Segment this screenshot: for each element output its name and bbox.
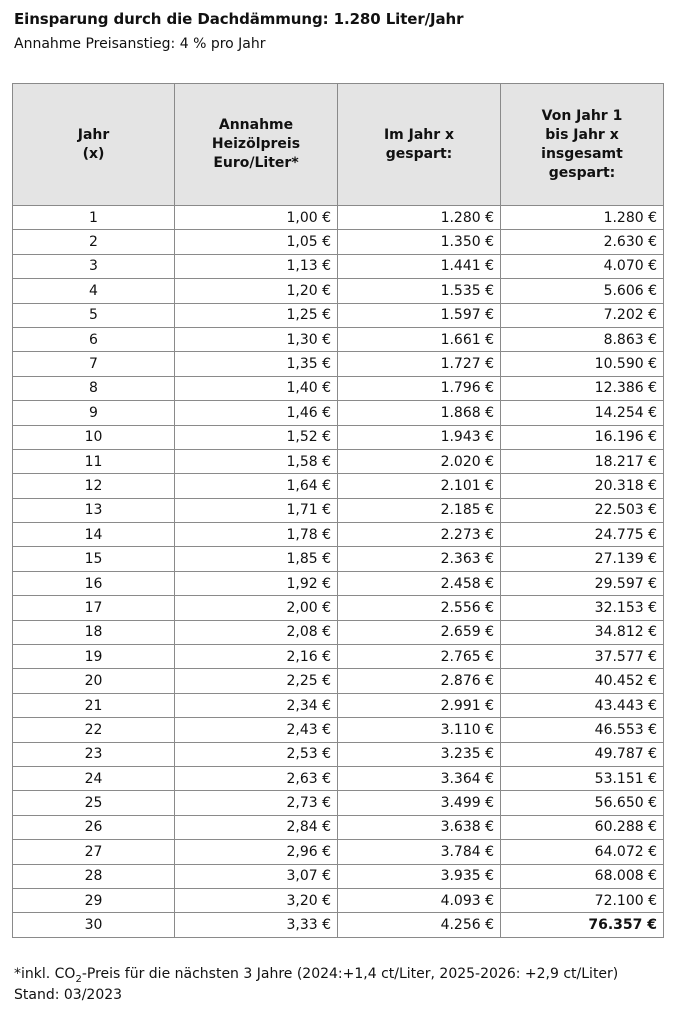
cell-jahr: 27 <box>13 840 175 864</box>
cell-jahr: 5 <box>13 303 175 327</box>
cell-insgesamt-gespart: 4.070 € <box>501 254 664 278</box>
cell-insgesamt-gespart: 53.151 € <box>501 766 664 790</box>
table-row <box>13 352 664 376</box>
header-line: (x) <box>82 145 105 162</box>
table-row <box>13 230 664 254</box>
cell-jahr: 11 <box>13 449 175 473</box>
footnote-suffix: -Preis für die nächsten 3 Jahre (2024:+1,4 ct/Liter, 2025-2026: +2,9 ct/Liter) <box>81 966 619 982</box>
table-row <box>13 206 664 230</box>
table-row <box>13 888 664 912</box>
cell-insgesamt-gespart: 29.597 € <box>501 571 664 595</box>
cell-heizoelpreis: 1,85 € <box>175 547 338 571</box>
cell-insgesamt-gespart: 22.503 € <box>501 498 664 522</box>
cell-im-jahr-gespart: 3.110 € <box>338 718 501 742</box>
cell-jahr: 30 <box>13 913 175 937</box>
cell-insgesamt-gespart: 43.443 € <box>501 693 664 717</box>
cell-im-jahr-gespart: 2.556 € <box>338 596 501 620</box>
cell-im-jahr-gespart: 2.363 € <box>338 547 501 571</box>
table-row <box>13 693 664 717</box>
cell-heizoelpreis: 1,71 € <box>175 498 338 522</box>
cell-jahr: 1 <box>13 206 175 230</box>
cell-insgesamt-gespart: 32.153 € <box>501 596 664 620</box>
table-row <box>13 815 664 839</box>
cell-im-jahr-gespart: 3.935 € <box>338 864 501 888</box>
table-row <box>13 376 664 400</box>
header-insgesamt-gespart <box>501 84 664 206</box>
cell-heizoelpreis: 2,73 € <box>175 791 338 815</box>
footnote-subscript: 2 <box>75 973 82 985</box>
cell-jahr: 26 <box>13 815 175 839</box>
cell-im-jahr-gespart: 3.235 € <box>338 742 501 766</box>
cell-jahr: 23 <box>13 742 175 766</box>
cell-im-jahr-gespart: 1.441 € <box>338 254 501 278</box>
page-subtitle: Annahme Preisanstieg: 4 % pro Jahr <box>14 36 266 52</box>
cell-heizoelpreis: 1,40 € <box>175 376 338 400</box>
cell-jahr: 22 <box>13 718 175 742</box>
cell-heizoelpreis: 2,16 € <box>175 645 338 669</box>
table-row <box>13 791 664 815</box>
table-row <box>13 718 664 742</box>
cell-jahr: 6 <box>13 327 175 351</box>
cell-insgesamt-gespart: 76.357 € <box>501 913 664 937</box>
cell-heizoelpreis: 1,46 € <box>175 401 338 425</box>
cell-insgesamt-gespart: 7.202 € <box>501 303 664 327</box>
cell-heizoelpreis: 1,13 € <box>175 254 338 278</box>
cell-jahr: 25 <box>13 791 175 815</box>
cell-jahr: 24 <box>13 766 175 790</box>
cell-im-jahr-gespart: 1.535 € <box>338 279 501 303</box>
cell-heizoelpreis: 1,92 € <box>175 571 338 595</box>
table-row <box>13 840 664 864</box>
cell-jahr: 4 <box>13 279 175 303</box>
cell-jahr: 18 <box>13 620 175 644</box>
cell-insgesamt-gespart: 10.590 € <box>501 352 664 376</box>
table-row <box>13 449 664 473</box>
header-line: Von Jahr 1 <box>541 107 623 124</box>
cell-jahr: 29 <box>13 888 175 912</box>
cell-heizoelpreis: 1,05 € <box>175 230 338 254</box>
cell-im-jahr-gespart: 1.796 € <box>338 376 501 400</box>
cell-jahr: 7 <box>13 352 175 376</box>
cell-im-jahr-gespart: 3.638 € <box>338 815 501 839</box>
cell-heizoelpreis: 1,20 € <box>175 279 338 303</box>
table-row <box>13 523 664 547</box>
cell-jahr: 28 <box>13 864 175 888</box>
cell-insgesamt-gespart: 37.577 € <box>501 645 664 669</box>
cell-im-jahr-gespart: 3.364 € <box>338 766 501 790</box>
cell-im-jahr-gespart: 2.101 € <box>338 474 501 498</box>
cell-im-jahr-gespart: 1.943 € <box>338 425 501 449</box>
cell-insgesamt-gespart: 8.863 € <box>501 327 664 351</box>
table-row <box>13 327 664 351</box>
header-line: Jahr <box>77 126 110 143</box>
cell-insgesamt-gespart: 68.008 € <box>501 864 664 888</box>
cell-jahr: 19 <box>13 645 175 669</box>
header-row <box>13 84 664 206</box>
cell-im-jahr-gespart: 2.273 € <box>338 523 501 547</box>
table-row <box>13 498 664 522</box>
cell-jahr: 12 <box>13 474 175 498</box>
cell-jahr: 16 <box>13 571 175 595</box>
table-row <box>13 620 664 644</box>
cell-im-jahr-gespart: 2.020 € <box>338 449 501 473</box>
header-line: Heizölpreis <box>211 136 301 152</box>
cell-im-jahr-gespart: 3.499 € <box>338 791 501 815</box>
table-row <box>13 254 664 278</box>
cell-jahr: 14 <box>13 523 175 547</box>
cell-heizoelpreis: 2,25 € <box>175 669 338 693</box>
cell-insgesamt-gespart: 64.072 € <box>501 840 664 864</box>
table-body <box>13 206 664 938</box>
cell-im-jahr-gespart: 2.185 € <box>338 498 501 522</box>
cell-heizoelpreis: 1,64 € <box>175 474 338 498</box>
cell-jahr: 10 <box>13 425 175 449</box>
table-row <box>13 913 664 937</box>
table-row <box>13 669 664 693</box>
cell-im-jahr-gespart: 2.876 € <box>338 669 501 693</box>
cell-im-jahr-gespart: 3.784 € <box>338 840 501 864</box>
header-im-jahr-gespart <box>338 84 501 206</box>
cell-jahr: 9 <box>13 401 175 425</box>
cell-im-jahr-gespart: 1.868 € <box>338 401 501 425</box>
cell-insgesamt-gespart: 49.787 € <box>501 742 664 766</box>
cell-insgesamt-gespart: 18.217 € <box>501 449 664 473</box>
cell-heizoelpreis: 1,00 € <box>175 206 338 230</box>
cell-insgesamt-gespart: 46.553 € <box>501 718 664 742</box>
table-row <box>13 596 664 620</box>
table-row <box>13 742 664 766</box>
cell-heizoelpreis: 1,52 € <box>175 425 338 449</box>
cell-heizoelpreis: 2,84 € <box>175 815 338 839</box>
cell-im-jahr-gespart: 1.597 € <box>338 303 501 327</box>
header-heizoelpreis <box>175 84 338 206</box>
cell-im-jahr-gespart: 2.659 € <box>338 620 501 644</box>
header-line: Im Jahr x <box>383 126 455 143</box>
cell-heizoelpreis: 2,53 € <box>175 742 338 766</box>
cell-jahr: 15 <box>13 547 175 571</box>
header-line: Annahme <box>218 117 294 133</box>
cell-heizoelpreis: 1,25 € <box>175 303 338 327</box>
footnote-prefix: *inkl. CO <box>14 966 76 982</box>
cell-jahr: 2 <box>13 230 175 254</box>
cell-heizoelpreis: 3,20 € <box>175 888 338 912</box>
cell-jahr: 21 <box>13 693 175 717</box>
cell-im-jahr-gespart: 1.280 € <box>338 206 501 230</box>
cell-heizoelpreis: 2,43 € <box>175 718 338 742</box>
cell-im-jahr-gespart: 2.765 € <box>338 645 501 669</box>
cell-heizoelpreis: 1,35 € <box>175 352 338 376</box>
cell-heizoelpreis: 2,00 € <box>175 596 338 620</box>
header-line: bis Jahr x <box>545 126 619 143</box>
table-row <box>13 425 664 449</box>
page-title: Einsparung durch die Dachdämmung: 1.280 Liter/Jahr <box>14 10 464 28</box>
header-line: insgesamt <box>541 145 623 162</box>
cell-heizoelpreis: 2,96 € <box>175 840 338 864</box>
cell-im-jahr-gespart: 1.727 € <box>338 352 501 376</box>
cell-insgesamt-gespart: 72.100 € <box>501 888 664 912</box>
cell-im-jahr-gespart: 2.991 € <box>338 693 501 717</box>
table-row <box>13 645 664 669</box>
header-jahr <box>13 84 175 206</box>
header-line: Euro/Liter* <box>213 155 299 171</box>
table-row <box>13 474 664 498</box>
table-row <box>13 571 664 595</box>
table-row <box>13 547 664 571</box>
savings-table <box>12 83 664 938</box>
cell-im-jahr-gespart: 1.350 € <box>338 230 501 254</box>
cell-im-jahr-gespart: 2.458 € <box>338 571 501 595</box>
cell-insgesamt-gespart: 16.196 € <box>501 425 664 449</box>
cell-jahr: 13 <box>13 498 175 522</box>
table-row <box>13 864 664 888</box>
cell-insgesamt-gespart: 5.606 € <box>501 279 664 303</box>
cell-insgesamt-gespart: 24.775 € <box>501 523 664 547</box>
cell-insgesamt-gespart: 27.139 € <box>501 547 664 571</box>
cell-insgesamt-gespart: 56.650 € <box>501 791 664 815</box>
table-row <box>13 766 664 790</box>
table-row <box>13 401 664 425</box>
cell-heizoelpreis: 2,63 € <box>175 766 338 790</box>
cell-jahr: 20 <box>13 669 175 693</box>
cell-im-jahr-gespart: 4.093 € <box>338 888 501 912</box>
header-line: gespart: <box>548 164 616 181</box>
cell-heizoelpreis: 2,08 € <box>175 620 338 644</box>
cell-insgesamt-gespart: 12.386 € <box>501 376 664 400</box>
cell-insgesamt-gespart: 14.254 € <box>501 401 664 425</box>
cell-heizoelpreis: 2,34 € <box>175 693 338 717</box>
cell-jahr: 17 <box>13 596 175 620</box>
cell-insgesamt-gespart: 60.288 € <box>501 815 664 839</box>
cell-insgesamt-gespart: 40.452 € <box>501 669 664 693</box>
cell-insgesamt-gespart: 34.812 € <box>501 620 664 644</box>
cell-heizoelpreis: 3,07 € <box>175 864 338 888</box>
cell-insgesamt-gespart: 2.630 € <box>501 230 664 254</box>
cell-insgesamt-gespart: 20.318 € <box>501 474 664 498</box>
cell-im-jahr-gespart: 4.256 € <box>338 913 501 937</box>
cell-jahr: 3 <box>13 254 175 278</box>
cell-heizoelpreis: 3,33 € <box>175 913 338 937</box>
table-row <box>13 279 664 303</box>
cell-heizoelpreis: 1,78 € <box>175 523 338 547</box>
cell-heizoelpreis: 1,30 € <box>175 327 338 351</box>
cell-im-jahr-gespart: 1.661 € <box>338 327 501 351</box>
cell-insgesamt-gespart: 1.280 € <box>501 206 664 230</box>
table-header <box>13 84 664 206</box>
table-row <box>13 303 664 327</box>
cell-heizoelpreis: 1,58 € <box>175 449 338 473</box>
header-line: gespart: <box>385 145 453 162</box>
cell-jahr: 8 <box>13 376 175 400</box>
stand-date: Stand: 03/2023 <box>14 987 123 1003</box>
